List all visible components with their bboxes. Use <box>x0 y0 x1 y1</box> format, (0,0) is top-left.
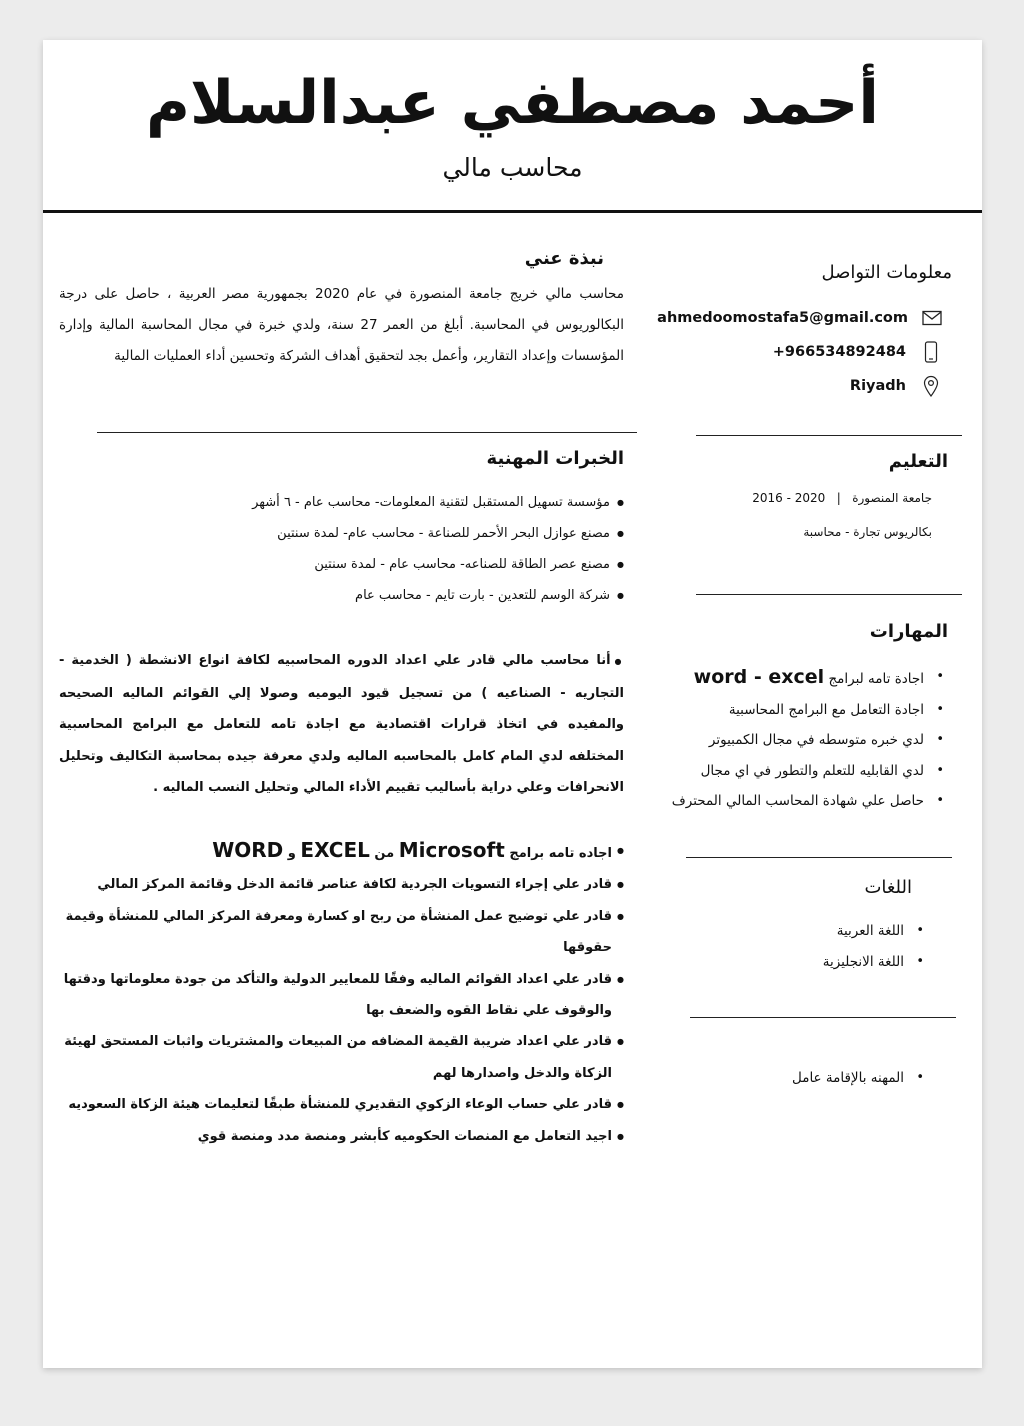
about-heading: نبذة عني <box>524 248 604 269</box>
about-section <box>59 245 624 372</box>
contact-email[interactable] <box>657 301 952 335</box>
languages-heading: اللغات <box>864 877 912 898</box>
list-item: • اللغة الانجليزية <box>662 947 932 978</box>
location-pin-icon <box>920 375 942 397</box>
list-item: ● قادر علي توضيح عمل المنشأة من ربح او كسارة ومعرفة المركز المالي للمنشأة وقيمة حقوقها <box>59 901 624 964</box>
languages-section <box>662 874 952 977</box>
candidate-name: أحمد مصطفي عبدالسلام <box>146 68 879 138</box>
experience-summary: ●أنا محاسب مالي قادر علي اعداد الدوره المحاسبيه لكافة انواع الانشطة ( الخدمية - التجاريه - الصناعيه ) من تسجيل قيود اليوميه وصولا إلي القوائم الماليه الصحيحه والمفيده في اتخاذ قرارات اقتصادية مع اجادة تامه للتعامل مع البرامج المحاسبية المختلفه لدي المام كامل بالمحاسبه الماليه ولدي معرفة جيده بمحاسبة التكاليف وتحليل الانحرافات وعلي دراية بأساليب تقييم الأداء المالي وتحليل النسب الماليه . <box>59 653 624 795</box>
education-row <box>662 488 952 508</box>
residency-list <box>662 1063 952 1094</box>
list-item: ● قادر علي اعداد القوائم الماليه وفقًا للمعايير الدولية والتأكد من جودة معلوماتها ودقتها والوقوف علي نقاط القوه والضعف بها <box>59 964 624 1027</box>
list-item: • لدي خبره متوسطه في مجال الكمبيوتر <box>662 725 952 756</box>
experience-list <box>59 487 624 611</box>
list-item: • حاصل علي شهادة المحاسب المالي المحترف <box>662 786 952 817</box>
education-years: 2016 - 2020 <box>752 491 826 505</box>
job-title: محاسب مالي <box>442 153 583 182</box>
sidebar-divider-2 <box>696 594 962 595</box>
skills-section <box>662 618 952 817</box>
languages-list <box>662 916 952 977</box>
contact-location <box>662 369 952 403</box>
skill-software: word - excel <box>693 666 825 688</box>
envelope-icon <box>922 307 942 329</box>
education-section <box>662 448 952 542</box>
list-item: • اللغة العربية <box>662 916 932 947</box>
university-name: جامعة المنصورة <box>852 491 932 505</box>
education-heading: التعليم <box>888 451 948 472</box>
list-item: ● شركة الوسم للتعدين - بارت تايم - محاسب عام <box>59 580 624 611</box>
experience-heading: الخبرات المهنية <box>486 448 624 469</box>
list-item: • اجادة التعامل مع البرامج المحاسبية <box>662 695 952 726</box>
contact-section <box>657 259 952 403</box>
phone-value[interactable]: +966534892484 <box>772 344 906 360</box>
phone-icon <box>920 341 942 363</box>
about-text: محاسب مالي خريج جامعة المنصورة في عام 2020 بجمهورية مصر العربية ، حاصل على درجة البكالوريوس في المحاسبة. أبلغ من العمر 27 سنة، ولدي خبرة في مجال المحاسبة المالية وإدارة المؤسسات وإعداد التقارير، وأعمل بجد لتحقيق أهداف الشركة وتحسين أداء العمليات المالية <box>59 286 624 364</box>
skills-list <box>662 662 952 817</box>
resume-page <box>43 40 982 1368</box>
list-item: • لدي القابليه للتعلم والتطور في اي مجال <box>662 756 952 787</box>
main-divider <box>97 432 637 433</box>
abilities-section <box>59 835 624 1152</box>
header-divider <box>43 210 982 213</box>
list-item: ● قادر علي حساب الوعاء الزكوي التقديري للمنشأة طبقًا لتعليمات هيئة الزكاة السعوديه <box>59 1089 624 1120</box>
list-item: ● اجاده تامه برامج Microsoft من EXCEL و WORD <box>59 835 624 869</box>
email-value[interactable]: ahmedoomostafa5@gmail.com <box>657 310 908 326</box>
list-item: • المهنه بالإقامة عامل <box>662 1063 932 1094</box>
list-item: ● مصنع عصر الطاقة للصناعه- محاسب عام - لمدة سنتين <box>59 549 624 580</box>
list-item: ● قادر علي إجراء التسويات الجردية لكافة عناصر قائمة الدخل وقائمة المركز المالي <box>59 869 624 900</box>
sidebar-divider-1 <box>696 435 962 436</box>
sidebar-divider-4 <box>690 1017 956 1018</box>
list-item: ● قادر علي اعداد ضريبة القيمة المضافه من المبيعات والمشتريات واثبات المستحق لهيئة الزكاة والدخل واصدارها لهم <box>59 1026 624 1089</box>
list-item: • اجادة تامه لبرامج word - excel <box>662 662 952 695</box>
education-separator: | <box>836 491 841 505</box>
sidebar-divider-3 <box>686 857 952 858</box>
skills-heading: المهارات <box>869 621 948 642</box>
experience-section <box>59 445 624 804</box>
location-value: Riyadh <box>849 378 906 394</box>
degree: بكالريوس تجارة - محاسبة <box>803 525 932 539</box>
list-item: ● مصنع عوازل البحر الأحمر للصناعة - محاسب عام- لمدة سنتين <box>59 518 624 549</box>
list-item: ● مؤسسة تسهيل المستقبل لتقنية المعلومات- محاسب عام - ٦ أشهر <box>59 487 624 518</box>
residency-section <box>662 1063 952 1094</box>
abilities-list <box>59 835 624 1152</box>
list-item: ● اجيد التعامل مع المنصات الحكوميه كأبشر ومنصة مدد ومنصة قوي <box>59 1121 624 1152</box>
contact-heading: معلومات التواصل <box>821 262 952 283</box>
contact-phone[interactable] <box>662 335 952 369</box>
